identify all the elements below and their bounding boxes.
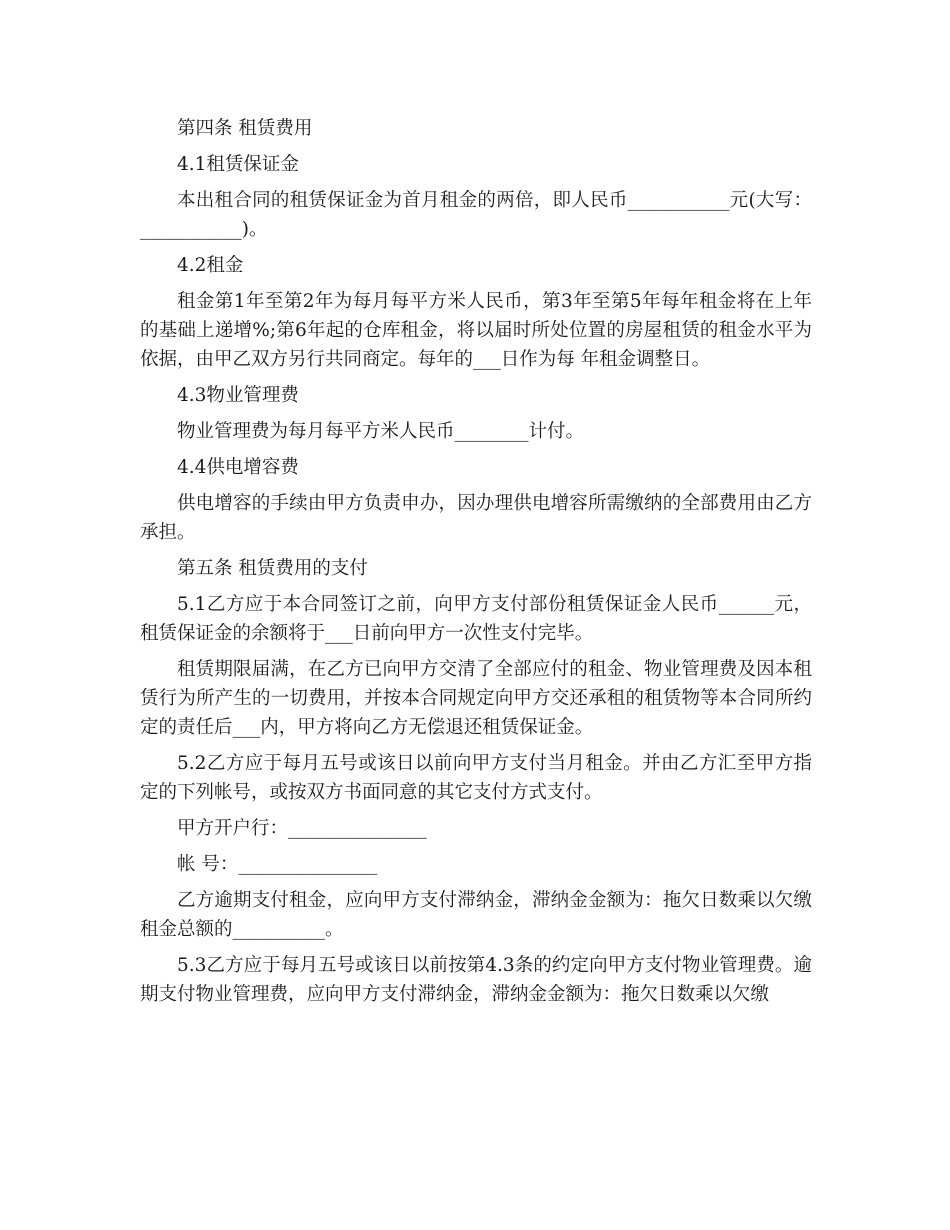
section-5-3-text: 5.3乙方应于每月五号或该日以前按第4.3条的约定向甲方支付物业管理费。逾期支付物业管理费，应向甲方支付滞纳金，滞纳金金额为：拖欠日数乘以欠缴 [140, 955, 812, 1005]
article-4-heading: 第四条 租赁费用 [177, 118, 313, 139]
document-body [140, 114, 812, 1016]
section-4-1-text: 本出租合同的租赁保证金为首月租金的两倍，即人民币___________元(大写：___________)。 [140, 190, 812, 240]
section-4-3-heading: 4.3物业管理费 [177, 385, 299, 406]
article-5-heading: 第五条 租赁费用的支付 [177, 558, 368, 579]
section-4-1-heading: 4.1租赁保证金 [177, 154, 299, 175]
section-5-1-text: 5.1乙方应于本合同签订之前，向甲方支付部份租赁保证金人民币______元，租赁保证金的余额将于___日前向甲方一次性支付完毕。 [140, 594, 812, 644]
section-4-2-text: 租金第1年至第2年为每月每平方米人民币，第3年至第5年每年租金将在上年的基础上递增%;第6年起的仓库租金，将以届时所处位置的房屋租赁的租金水平为依据，由甲乙双方另行共同商定。每年的___日作为每 年租金调整日。 [140, 291, 812, 370]
section-5-2-text: 5.2乙方应于每月五号或该日以前向甲方支付当月租金。并由乙方汇至甲方指定的下列帐号，或按双方书面同意的其它支付方式支付。 [140, 753, 812, 803]
deposit-refund-text: 租赁期限届满，在乙方已向甲方交清了全部应付的租金、物业管理费及因本租赁行为所产生的一切费用，并按本合同规定向甲方交还承租的租赁物等本合同所约定的责任后___内，甲方将向乙方无偿退还租赁保证金。 [140, 659, 812, 738]
section-4-4-heading: 4.4供电增容费 [177, 457, 299, 478]
late-fee-text: 乙方逾期支付租金，应向甲方支付滞纳金，滞纳金金额为：拖欠日数乘以欠缴租金总额的__________。 [140, 890, 812, 940]
section-4-4-text: 供电增容的手续由甲方负责申办，因办理供电增容所需缴纳的全部费用由乙方承担。 [140, 493, 812, 543]
account-number-line: 帐 号：_______________ [177, 854, 378, 875]
bank-name-line: 甲方开户行：_______________ [177, 818, 427, 839]
section-4-2-heading: 4.2租金 [177, 255, 244, 276]
section-4-3-text: 物业管理费为每月每平方米人民币________计付。 [177, 421, 585, 442]
